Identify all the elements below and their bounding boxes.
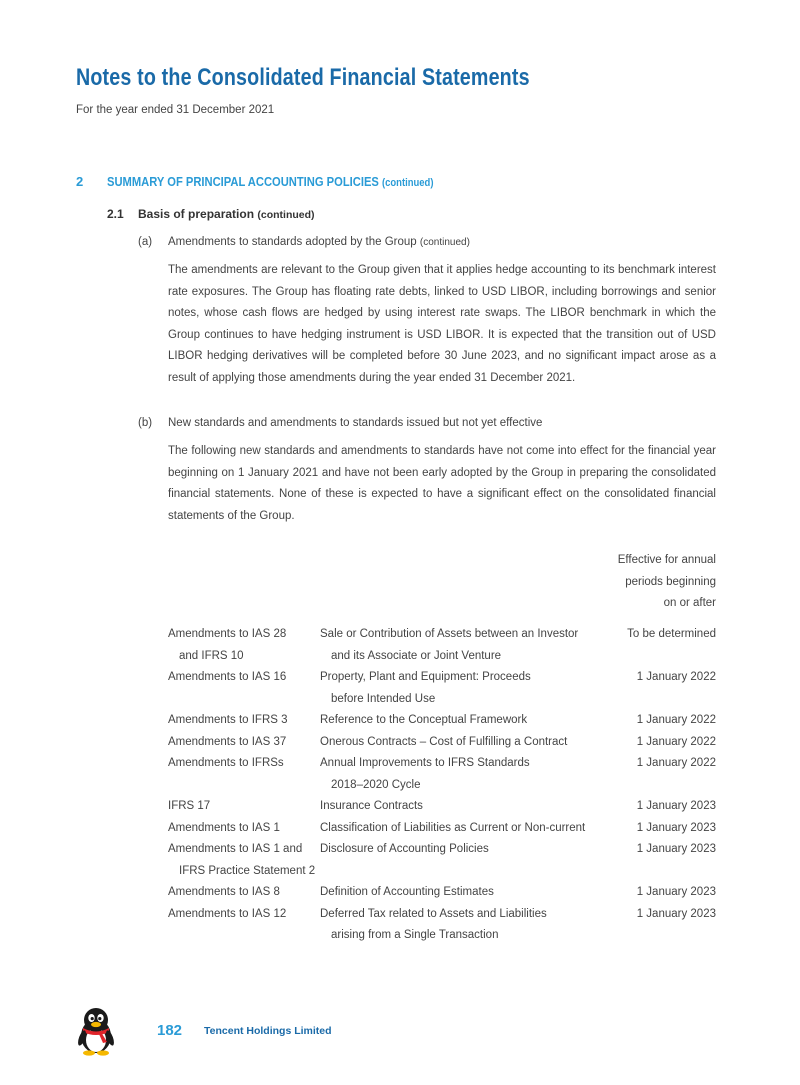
table-row (168, 710, 716, 732)
effective-date-cell: 1 January 2023 (636, 821, 716, 834)
standards-table (168, 624, 716, 947)
subject-text: Property, Plant and Equipment: Proceeds (320, 671, 531, 683)
effective-date-cell: 1 January 2023 (636, 843, 716, 855)
subject-cell (320, 753, 596, 796)
effective-date-cell: To be determined (627, 628, 716, 640)
effective-date-cell: 1 January 2022 (636, 757, 716, 769)
item-a-paragraph: The amendments are relevant to the Group given that it applies hedge accounting to its benchmark interest rate exposures. The Group has floating rate debts, linked to USD LIBOR, including borrowings and senior notes, whose cash flows are hedged by using interest rate swaps. The LIBOR benchmark in which the Group continues to have hedging instrument is USD LIBOR. It is expected that the transition out of USD LIBOR hedging derivatives will be completed before 30 June 2023, and no significant impact arose as a result of applying those amendments during the year ended 31 December 2021. (168, 264, 716, 384)
standard-cell (168, 818, 320, 840)
standard-cell (168, 667, 320, 710)
subject-cell (320, 624, 596, 667)
standard-text: Amendments to IAS 12 (168, 907, 287, 920)
subject-text: Onerous Contracts – Cost of Fulfilling a Contract (320, 735, 568, 748)
standard-text: Amendments to IFRSs (168, 757, 284, 769)
item-a-title (168, 236, 470, 248)
table-row (168, 904, 716, 947)
item-a-title-text: Amendments to standards adopted by the Group (168, 236, 417, 248)
item-b-paragraph: The following new standards and amendments to standards have not come into effect for the financial year beginning on 1 January 2021 and have not been early adopted by the Group in preparing the consolidated financial statements. None of these is expected to have a significant effect on the consolidated financial statements of the Group. (168, 445, 716, 522)
subject-text: Disclosure of Accounting Policies (320, 843, 489, 855)
effective-date-cell: 1 January 2023 (636, 800, 716, 812)
subsection-number: 2.1 (107, 207, 124, 221)
item-a-continued: (continued) (419, 237, 470, 248)
standard-cell (168, 882, 320, 904)
section-title (107, 174, 433, 189)
subsection-continued: (continued) (257, 209, 315, 221)
subject-text: Reference to the Conceptual Framework (320, 714, 528, 726)
effective-date-cell: 1 January 2022 (636, 714, 716, 726)
section-number: 2 (76, 174, 84, 189)
standard-cell (168, 796, 320, 818)
subject-text: Classification of Liabilities as Current or Non-current (320, 821, 586, 834)
section-title-text: SUMMARY OF PRINCIPAL ACCOUNTING POLICIES (107, 174, 379, 189)
subsection-title-text: Basis of preparation (138, 207, 255, 221)
subject-text: before Intended Use (331, 692, 436, 705)
item-b-title: New standards and amendments to standards issued but not yet effective (168, 417, 543, 429)
effective-date-cell: 1 January 2022 (636, 735, 716, 748)
table-row (168, 667, 716, 710)
standard-cell (168, 904, 320, 947)
effective-header-line: periods beginning (625, 575, 716, 588)
table-row (168, 882, 716, 904)
subject-text: Deferred Tax related to Assets and Liabilities (320, 907, 547, 920)
penguin-logo-icon (74, 1006, 118, 1056)
subject-text: Sale or Contribution of Assets between an Investor (320, 628, 579, 640)
subject-text: arising from a Single Transaction (331, 929, 499, 941)
standard-text: Amendments to IAS 37 (168, 735, 287, 748)
standard-text: IFRS Practice Statement 2 (179, 864, 316, 877)
subject-cell (320, 796, 596, 818)
subject-cell (320, 732, 596, 754)
effective-date-cell: 1 January 2022 (636, 671, 716, 683)
page-number: 182 (157, 1022, 183, 1039)
table-row (168, 818, 716, 840)
subject-text: Annual Improvements to IFRS Standards (320, 757, 530, 769)
subject-cell (320, 667, 596, 710)
subject-cell (320, 710, 596, 732)
standard-text: Amendments to IAS 8 (168, 886, 280, 898)
subject-text: Insurance Contracts (320, 800, 423, 812)
standard-text: Amendments to IAS 16 (168, 671, 287, 683)
effective-date-cell: 1 January 2023 (636, 907, 716, 920)
standard-cell (168, 624, 320, 667)
standard-cell (168, 839, 320, 882)
standard-text: Amendments to IAS 1 and (168, 843, 303, 855)
effective-header-line: on or after (663, 597, 716, 609)
effective-date-cell: 1 January 2023 (636, 886, 716, 898)
standard-cell (168, 753, 320, 796)
standard-text: Amendments to IAS 28 (168, 628, 287, 640)
table-row (168, 839, 716, 882)
subject-cell (320, 818, 596, 840)
standard-text: and IFRS 10 (179, 649, 244, 662)
table-row (168, 732, 716, 754)
item-b-label: (b) (138, 417, 153, 429)
subject-text: Definition of Accounting Estimates (320, 886, 494, 898)
page-subtitle: For the year ended 31 December 2021 (76, 104, 275, 116)
subject-cell (320, 839, 596, 882)
subject-text: 2018–2020 Cycle (331, 778, 421, 791)
standard-text: Amendments to IAS 1 (168, 821, 280, 834)
subject-cell (320, 882, 596, 904)
standard-cell (168, 732, 320, 754)
effective-header-line: Effective for annual (617, 554, 716, 566)
page-title: Notes to the Consolidated Financial Statements (76, 64, 530, 91)
effective-date-header (556, 550, 716, 615)
table-row (168, 796, 716, 818)
table-row (168, 753, 716, 796)
table-row (168, 624, 716, 667)
standard-text: Amendments to IFRS 3 (168, 714, 288, 726)
item-a-label: (a) (138, 236, 153, 248)
subject-cell (320, 904, 596, 947)
company-name: Tencent Holdings Limited (204, 1025, 332, 1037)
subsection-title (138, 207, 315, 221)
section-continued: (continued) (381, 177, 434, 189)
standard-text: IFRS 17 (168, 800, 211, 812)
subject-text: and its Associate or Joint Venture (331, 649, 502, 662)
standard-cell (168, 710, 320, 732)
